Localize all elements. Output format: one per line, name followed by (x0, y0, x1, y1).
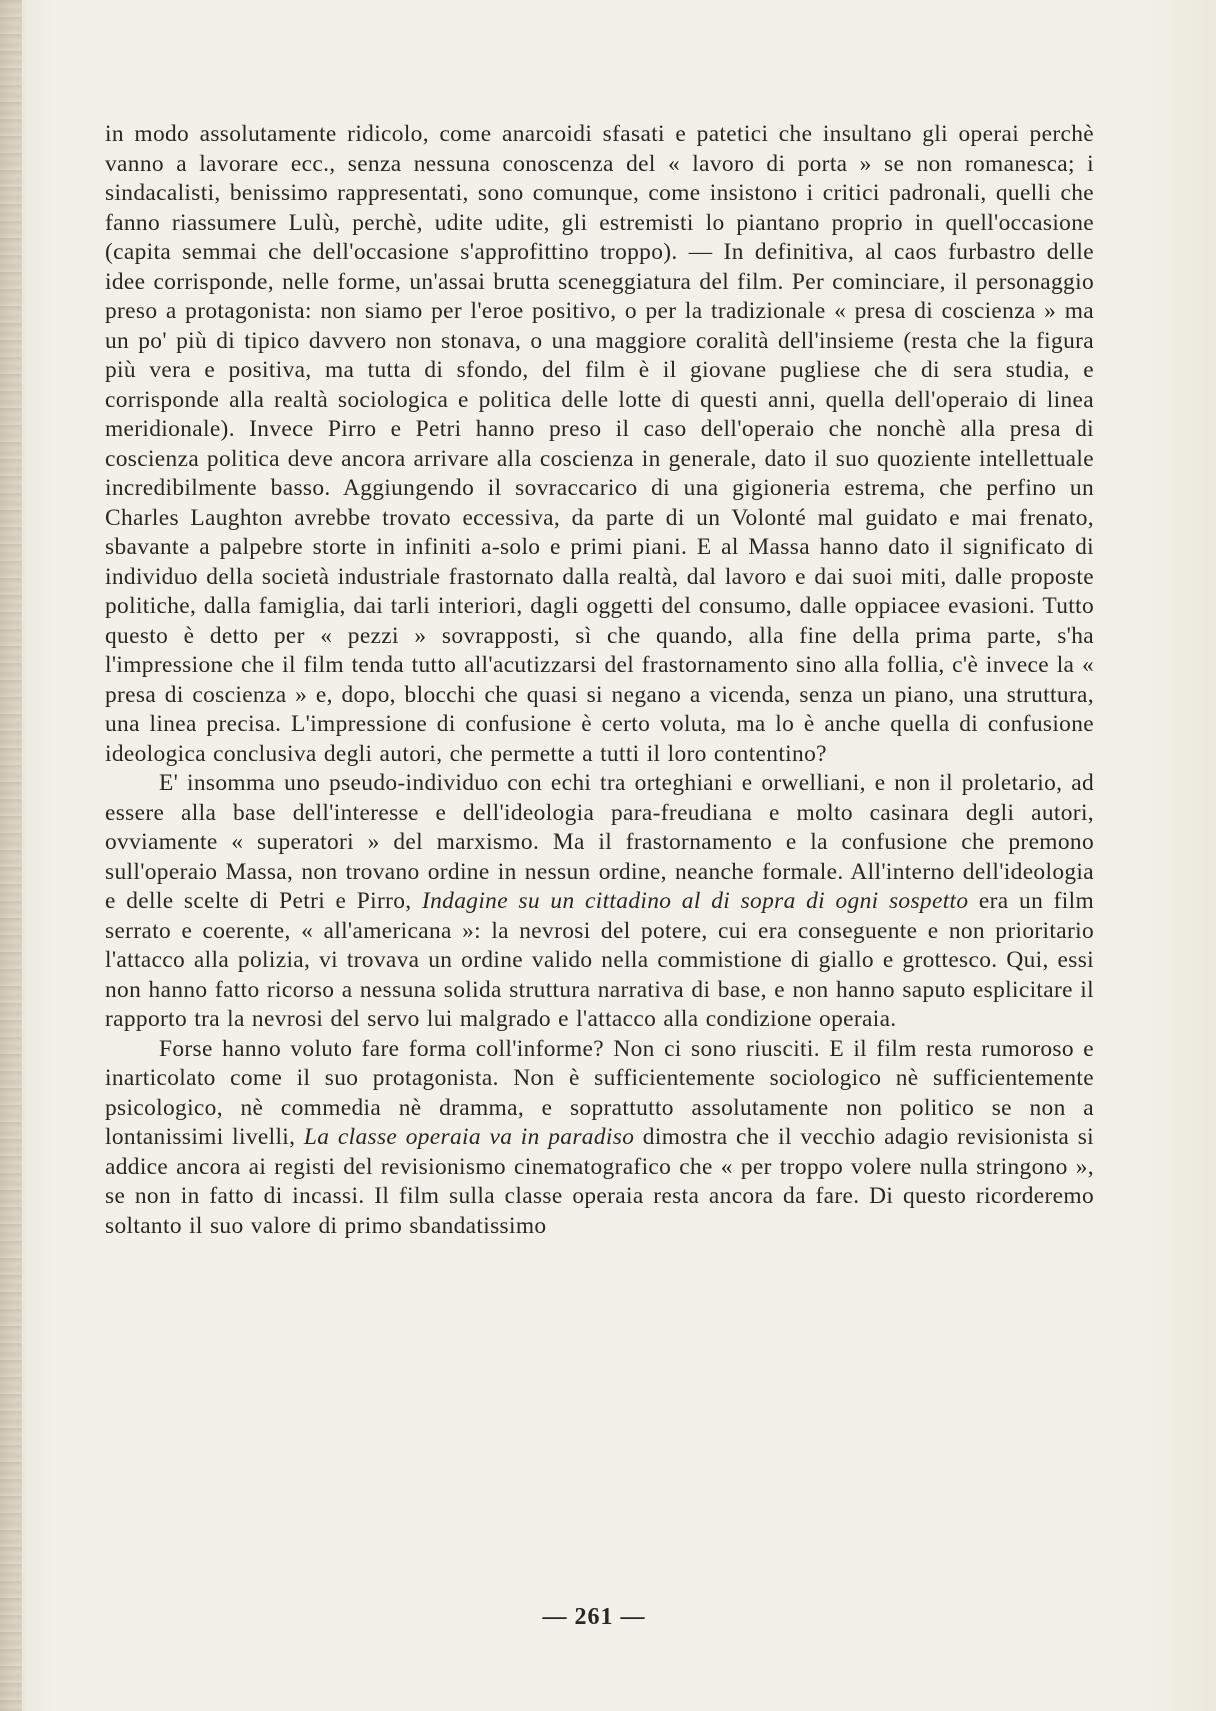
paragraph-2-text-after: era un film serrato e coerente, « all'americana »: la nevrosi del potere, cui era conseguente e non prioritario l'attacco alla polizia, vi trovava un ordine valido nella commistione di giallo e grottesco. Qui, essi non hanno fatto ricorso a nessuna solida struttura narrativa di base, e non hanno saputo esplicitare il rapporto tra la nevrosi del servo lui malgrado e l'attacco alla condizione operaia. (105, 888, 1094, 1032)
paragraph-3-text-after: dimostra che il vecchio adagio revisionista si addice ancora ai registi del revisionismo cinematografico che « per troppo volere nulla stringono », se non in fatto di incassi. Il film sulla classe operaia resta ancora da fare. Di questo ricorderemo soltanto il suo valore di primo sbandatissimo (105, 1124, 1094, 1239)
paragraph-2-text-before: E' insomma uno pseudo-individuo con echi tra orteghiani e orwelliani, e non il proletario, ad essere alla base dell'interesse e dell'ideologia para-freudiana e molto casinara degli autori, ovviamente « superatori » del marxismo. Ma il frastornamento e la confusione che premono sull'operaio Massa, non trovano ordine in nessun ordine, neanche formale. All'interno dell'ideologia e delle scelte di Petri e Pirro, (105, 770, 1094, 914)
body-text (105, 120, 1094, 1241)
film-title-indagine: Indagine su un cittadino al di sopra di ogni sospetto (422, 888, 969, 914)
paragraph-1: in modo assolutamente ridicolo, come anarcoidi sfasati e patetici che insultano gli operai perchè vanno a lavorare ecc., senza nessuna conoscenza del « lavoro di porta » se non romanesca; i sindacalisti, benissimo rappresentati, sono comunque, come insistono i critici padronali, quelli che fanno riassumere Lulù, perchè, udite udite, gli estremisti lo piantano proprio in quell'occasione (capita semmai che dell'occasione s'approfittino troppo). — In definitiva, al caos furbastro delle idee corrisponde, nelle forme, un'assai brutta sceneggiatura del film. Per cominciare, il personaggio preso a protagonista: non siamo per l'eroe positivo, o per la tradizionale « presa di coscienza » ma un po' più di tipico davvero non stonava, o una maggiore coralità dell'insieme (resta che la figura più vera e positiva, ma tutta di sfondo, del film è il giovane pugliese che di sera studia, e corrisponde alla realtà sociologica e politica delle lotte di questi anni, quella dell'operaio di linea meridionale). Invece Pirro e Petri hanno preso il caso dell'operaio che nonchè alla presa di coscienza politica deve ancora arrivare alla coscienza in generale, dato il suo quoziente intellettuale incredibilmente basso. Aggiungendo il sovraccarico di una gigioneria estrema, che perfino un Charles Laughton avrebbe trovato eccessiva, da parte di un Volonté mal guidato e mai frenato, sbavante a palpebre storte in infiniti a-solo e primi piani. E al Massa hanno dato il significato di individuo della società industriale frastornato dalla realtà, dal lavoro e dai suoi miti, dalle proposte politiche, dalla famiglia, dai tarli interiori, dagli oggetti del consumo, dalle oppiacee evasioni. Tutto questo è detto per « pezzi » sovrapposti, sì che quando, alla fine della prima parte, s'ha l'impressione che il film tenda tutto all'acutizzarsi del frastornamento sino alla follia, c'è invece la « presa di coscienza » e, dopo, blocchi che quasi si negano a vicenda, senza un piano, una struttura, una linea precisa. L'impressione di confusione è certo voluta, ma lo è anche quella di confusione ideologica conclusiva degli autori, che permette a tutti il loro contentino? (105, 121, 1094, 767)
paragraph-2 (105, 769, 1094, 1035)
paragraph-3-text-before: Forse hanno voluto fare forma coll'informe? Non ci sono riusciti. E il film resta rumoroso e inarticolato come il suo protagonista. Non è sufficientemente sociologico nè sufficientemente psicologico, nè commedia nè dramma, e soprattutto assolutamente non politico se non a lontanissimi livelli, (105, 1035, 1094, 1150)
paragraph-3 (105, 1035, 1094, 1242)
page-number: — 261 — (542, 1604, 646, 1630)
film-title-classe-operaia: La classe operaia va in paradiso (303, 1124, 635, 1150)
page-spine-edge (0, 0, 22, 1711)
